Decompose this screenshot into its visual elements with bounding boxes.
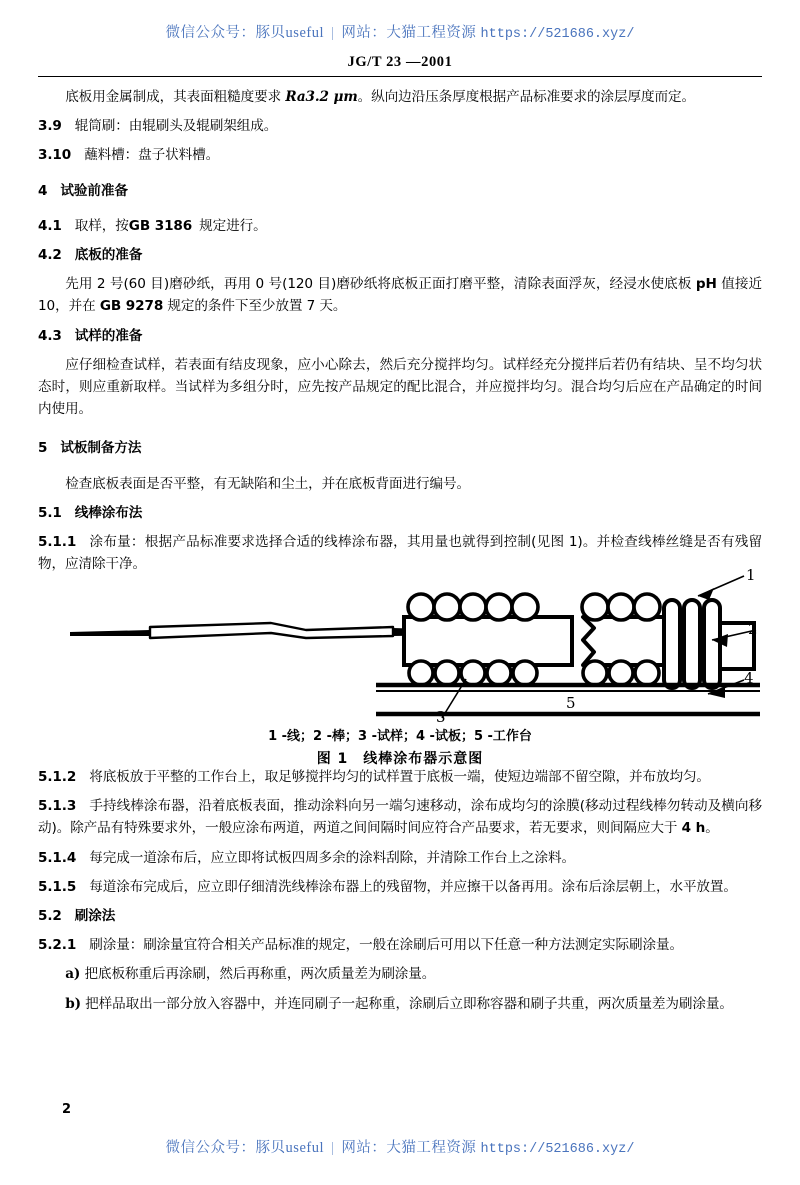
clause-5-2-number: 5.2 bbox=[38, 908, 62, 925]
wire-coil-bottom-left bbox=[409, 661, 537, 685]
figure-1-wire-bar-applicator bbox=[38, 568, 762, 767]
clause-5-1-5-text: 每道涂布完成后，应立即仔细清洗线棒涂布器上的残留物，并应擦干以备再用。涂布后涂层朝上，水平放置。 bbox=[89, 878, 737, 895]
callout-1: 1 bbox=[746, 568, 756, 584]
clause-4-3-body: 应仔细检查试样，若表面有结皮现象，应小心除去，然后充分搅拌均匀。试样经充分搅拌后若仍有结块、呈不均匀状态时，则应重新取样。当试样为多组分时，应先按产品规定的配比混合，并应搅拌均匀。混合均匀后应在产品确定的时间内使用。 bbox=[38, 356, 762, 418]
watermark-header bbox=[0, 21, 800, 42]
clause-5-1-title: 线棒涂布法 bbox=[74, 504, 143, 521]
clause-5-heading bbox=[38, 437, 762, 459]
clause-3-10-text: 蘸料槽：盘子状料槽。 bbox=[84, 147, 220, 164]
baseplate-text-tail: 。纵向边沿压条厚度根据产品标准要求的涂层厚度而定。 bbox=[357, 89, 695, 105]
clause-4-2-heading bbox=[38, 244, 762, 266]
clause-5-1-1-text: 涂布量：根据产品标准要求选择合适的线棒涂布器，其用量也就得到控制(见图 1)。并检查线棒丝缝是否有残留物，应清除干净。 bbox=[38, 534, 762, 573]
clause-5-1-4 bbox=[38, 847, 762, 869]
clause-3-9 bbox=[38, 115, 762, 137]
clause-5-1-2-text: 将底板放于平整的工作台上，取足够搅拌均匀的试样置于底板一端，使短边端部不留空隙，并布放均匀。 bbox=[89, 769, 710, 785]
clause-5-1-5-number: 5.1.5 bbox=[38, 878, 77, 895]
clause-5-1-1-number: 5.1.1 bbox=[38, 534, 77, 551]
watermark-url: https://521686.xyz/ bbox=[480, 27, 635, 42]
clause-4-1-number: 4.1 bbox=[38, 217, 62, 234]
clause-4-3-title: 试样的准备 bbox=[74, 327, 143, 344]
list-item-a-text: 把底板称重后再涂刷，然后再称重，两次质量差为刷涂量。 bbox=[80, 966, 436, 983]
clause-5-1-3-number: 5.1.3 bbox=[38, 798, 77, 815]
watermark-wechat-value: 豚贝useful bbox=[255, 25, 324, 41]
clause-4-1-text-after: 规定进行。 bbox=[199, 217, 267, 234]
clause-4-1-reference: GB 3186 bbox=[128, 217, 193, 234]
figure-1-title: 图 1 线棒涂布器示意图 bbox=[316, 751, 484, 767]
list-item-b bbox=[38, 993, 762, 1015]
wire-coil-top-right bbox=[582, 594, 660, 620]
clause-5-1-5 bbox=[38, 876, 762, 898]
roughness-unit: μm bbox=[333, 89, 358, 105]
wire-loops bbox=[664, 600, 720, 688]
watermark-site-label: 网站： bbox=[341, 25, 387, 41]
clause-5-1-4-number: 5.1.4 bbox=[38, 849, 77, 866]
callout-2: 2 bbox=[748, 620, 758, 638]
clause-4-2-body-3: 规定的条件下至少放置 7 天。 bbox=[163, 298, 347, 315]
header-rule bbox=[38, 76, 762, 77]
wire-coil-bottom-right bbox=[583, 661, 659, 685]
clause-4-number: 4 bbox=[38, 182, 48, 199]
watermark-footer-separator: | bbox=[330, 1140, 335, 1156]
clause-4-1-text-before: 取样，按 bbox=[74, 217, 129, 234]
watermark-footer-wechat-value: 豚贝useful bbox=[255, 1140, 324, 1156]
clause-3-10-number: 3.10 bbox=[38, 147, 72, 164]
document-body-continued bbox=[38, 766, 762, 1015]
clause-4-2-body bbox=[38, 273, 762, 317]
wire-coil-top-left bbox=[408, 594, 538, 620]
interval-hours: 4 h bbox=[681, 820, 706, 837]
clause-5-1-3-text-1: 手持线棒涂布器，沿着底板表面，推动涂料向另一端匀速移动，涂布成均匀的涂膜(移动过程线棒勿转动及横向移动)。除产品有特殊要求外，一般应涂布两道，两道之间间隔时间应符合产品要求，若无要求，则间隔应大于 bbox=[38, 798, 762, 837]
clause-4-2-reference: GB 9278 bbox=[99, 298, 164, 315]
list-item-b-text: 把样品取出一部分放入容器中，并连同刷子一起称重，涂刷后立即称容器和刷子共重，两次质量差为刷涂量。 bbox=[80, 995, 733, 1012]
list-item-a bbox=[38, 963, 762, 985]
clause-5-1-4-text: 每完成一道涂布后，应立即将试板四周多余的涂料刮除，并清除工作台上之涂料。 bbox=[89, 849, 575, 866]
clause-5-2-title: 刷涂法 bbox=[74, 908, 116, 925]
clause-4-2-body-2: 值接近 10，并在 bbox=[38, 276, 763, 315]
clause-5-2-heading bbox=[38, 905, 762, 927]
figure-1-legend: 1 -线；2 -棒；3 -试样；4 -试板；5 -工作台 bbox=[268, 729, 532, 744]
watermark-wechat-label: 微信公众号： bbox=[165, 25, 256, 41]
clause-5-1-number: 5.1 bbox=[38, 504, 62, 521]
document-body bbox=[38, 86, 762, 575]
clause-4-heading bbox=[38, 180, 762, 202]
clause-4-title: 试验前准备 bbox=[60, 182, 128, 199]
watermark-footer bbox=[0, 1136, 800, 1157]
clause-5-1-2-number: 5.1.2 bbox=[38, 769, 77, 785]
clause-5-body: 检查底板表面是否平整，有无缺陷和尘土，并在底板背面进行编号。 bbox=[65, 475, 470, 492]
list-item-a-marker: a) bbox=[65, 966, 81, 983]
baseplate-text-lead: 底板用金属制成，其表面粗糙度要求 bbox=[65, 89, 286, 105]
clause-4-2-body-1: 先用 2 号(60 目)磨砂纸，再用 0 号(120 目)磨砂纸将底板正面打磨平整，清除表面浮灰，经浸水使底板 bbox=[65, 276, 696, 293]
callout-3: 3 bbox=[436, 708, 446, 723]
callout-4: 4 bbox=[744, 669, 754, 687]
clause-5-2-1-text: 刷涂量：刷涂量宜符合相关产品标准的规定，一般在涂刷后可用以下任意一种方法测定实际刷涂量。 bbox=[89, 937, 683, 954]
roughness-symbol: Ra3.2 bbox=[285, 89, 334, 105]
watermark-footer-wechat-label: 微信公众号： bbox=[165, 1140, 256, 1156]
clause-5-1-2 bbox=[38, 766, 762, 788]
clause-3-9-number: 3.9 bbox=[38, 118, 62, 135]
clause-3-9-text: 辊筒刷：由辊刷头及辊刷架组成。 bbox=[74, 118, 278, 135]
list-item-b-marker: b) bbox=[65, 995, 81, 1012]
clause-4-1 bbox=[38, 215, 762, 237]
clause-4-2-number: 4.2 bbox=[38, 247, 62, 264]
clause-4-2-title: 底板的准备 bbox=[74, 247, 143, 264]
ph-symbol: pH bbox=[695, 276, 717, 293]
clause-5-2-1 bbox=[38, 934, 762, 956]
wire-bar-side-view bbox=[70, 623, 458, 638]
paragraph-baseplate bbox=[38, 86, 762, 108]
clause-3-10 bbox=[38, 144, 762, 166]
clause-5-1-3 bbox=[38, 795, 762, 839]
applicator-assembly bbox=[404, 594, 754, 688]
clause-4-3-heading bbox=[38, 325, 762, 347]
running-head-standard-number: JG/T 23 —2001 bbox=[347, 54, 453, 70]
callout-5: 5 bbox=[566, 694, 576, 712]
watermark-footer-site-value: 大猫工程资源 bbox=[386, 1140, 477, 1156]
page-number: 2 bbox=[62, 1102, 72, 1117]
clause-4-3-number: 4.3 bbox=[38, 327, 62, 344]
clause-5-1-3-text-2: 。 bbox=[705, 820, 719, 837]
watermark-footer-url: https://521686.xyz/ bbox=[480, 1142, 635, 1157]
watermark-footer-site-label: 网站： bbox=[341, 1140, 387, 1156]
figure-1-drawing bbox=[38, 568, 762, 723]
clause-5-2-1-number: 5.2.1 bbox=[38, 937, 77, 954]
watermark-site-value: 大猫工程资源 bbox=[386, 25, 477, 41]
clause-5-title: 试板制备方法 bbox=[60, 440, 142, 457]
clause-5-1-heading bbox=[38, 502, 762, 524]
watermark-separator: | bbox=[330, 25, 335, 41]
clause-5-number: 5 bbox=[38, 440, 48, 457]
